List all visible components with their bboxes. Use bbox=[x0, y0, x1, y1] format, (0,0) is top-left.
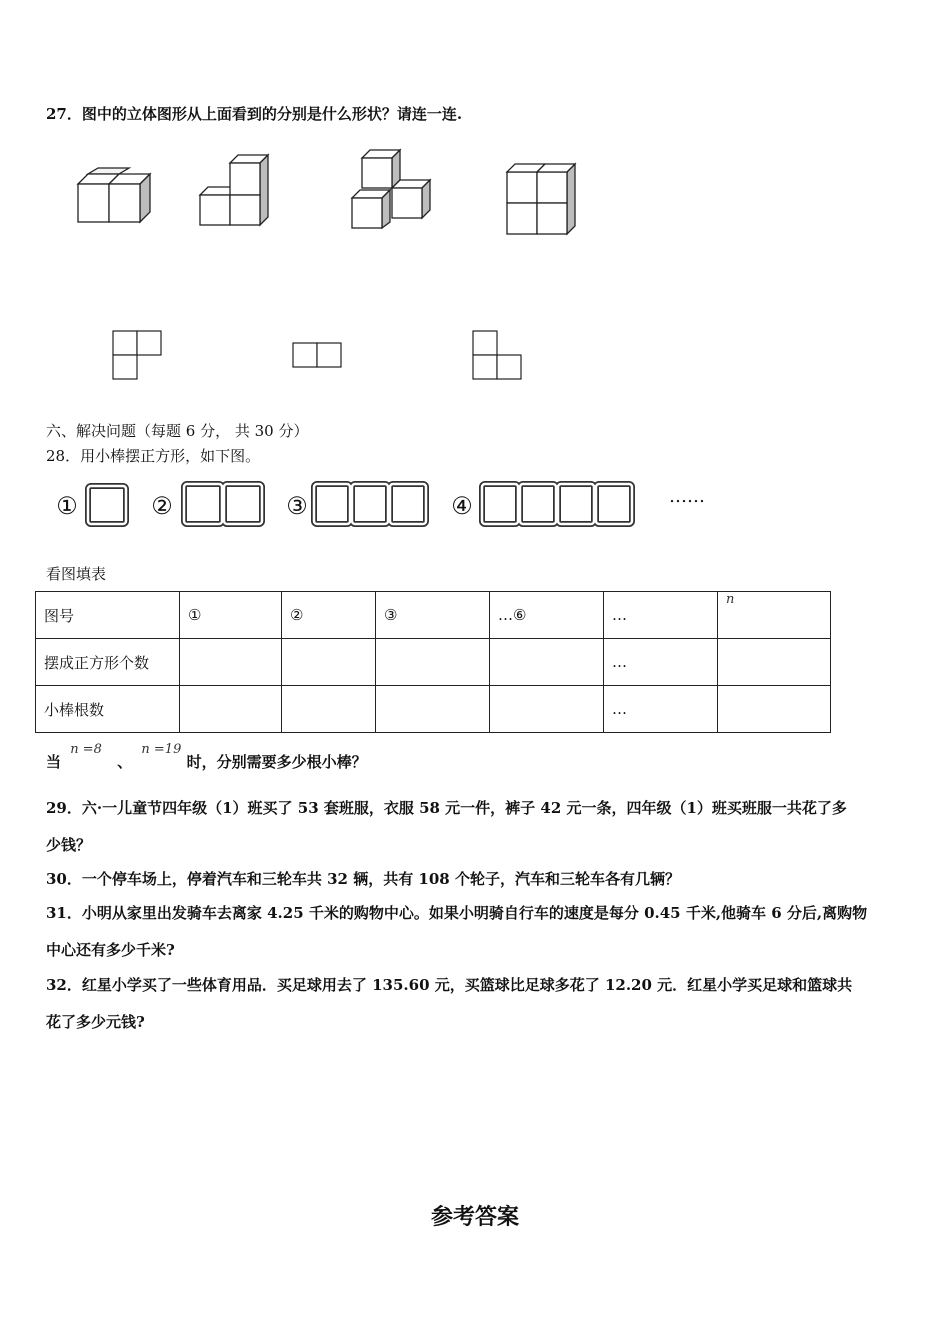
cube-figure-2 bbox=[192, 153, 282, 233]
figure-label-4: ④ bbox=[451, 492, 473, 520]
followup-suffix: 时，分别需要多少根小棒？ bbox=[186, 753, 367, 771]
stick-squares-figure bbox=[52, 478, 722, 534]
table-cell[interactable] bbox=[376, 686, 490, 733]
question-32-line-2: 花了多少元钱? bbox=[46, 1013, 145, 1031]
top-view-shape-3 bbox=[470, 328, 526, 384]
figure-label-1: ① bbox=[56, 492, 78, 520]
table-header-cell: ③ bbox=[376, 592, 490, 639]
table-row bbox=[36, 639, 831, 686]
table-cell[interactable] bbox=[490, 686, 604, 733]
question-28-followup bbox=[46, 742, 367, 772]
table-cell[interactable] bbox=[282, 686, 376, 733]
n-value-1: n =8 bbox=[70, 742, 102, 757]
table-cell[interactable] bbox=[376, 639, 490, 686]
table-cell[interactable] bbox=[282, 639, 376, 686]
table-cell: … bbox=[604, 639, 718, 686]
table-header-cell: n bbox=[718, 592, 831, 639]
figure-label-2: ② bbox=[151, 492, 173, 520]
figure-ellipsis: …… bbox=[669, 486, 705, 507]
table-cell[interactable] bbox=[180, 639, 282, 686]
row-label: 摆成正方形个数 bbox=[36, 639, 180, 686]
question-28: 28．用小棒摆正方形，如下图。 bbox=[46, 447, 261, 465]
question-29-line-2: 少钱？ bbox=[46, 836, 92, 854]
table-header-cell: ① bbox=[180, 592, 282, 639]
question-30: 30．一个停车场上，停着汽车和三轮车共 32 辆，共有 108 个轮子，汽车和三轮车各有几辆？ bbox=[46, 870, 680, 888]
table-header-cell: 图号 bbox=[36, 592, 180, 639]
table-header-row bbox=[36, 592, 831, 639]
table-header-cell: …⑥ bbox=[490, 592, 604, 639]
table-cell[interactable] bbox=[718, 686, 831, 733]
table-cell: … bbox=[604, 686, 718, 733]
followup-prefix: 当 bbox=[46, 753, 62, 771]
table-row bbox=[36, 686, 831, 733]
row-label: 小棒根数 bbox=[36, 686, 180, 733]
top-view-shape-1 bbox=[110, 328, 166, 384]
cube-figure-1 bbox=[70, 168, 160, 228]
table-cell[interactable] bbox=[490, 639, 604, 686]
table-cell[interactable] bbox=[718, 639, 831, 686]
question-29-line-1: 29．六·一儿童节四年级（1）班买了 53 套班服，衣服 58 元一件，裤子 42 元一条，四年级（1）班买班服一共花了多 bbox=[46, 799, 847, 817]
cube-figure-3 bbox=[344, 146, 439, 236]
question-31-line-1: 31．小明从家里出发骑车去离家 4.25 千米的购物中心。如果小明骑自行车的速度是每分 0.45 千米,他骑车 6 分后,离购物 bbox=[46, 904, 868, 922]
n-value-2: n =19 bbox=[141, 742, 182, 757]
cube-figure-4 bbox=[500, 160, 585, 240]
question-31-line-2: 中心还有多少千米? bbox=[46, 941, 175, 959]
table-header-cell: ② bbox=[282, 592, 376, 639]
figure-label-3: ③ bbox=[286, 492, 308, 520]
answer-heading: 参考答案 bbox=[430, 1205, 519, 1230]
question-32-line-1: 32．红星小学买了一些体育用品．买足球用去了 135.60 元，买篮球比足球多花了 12.20 元．红星小学买足球和篮球共 bbox=[46, 976, 853, 994]
question-27: 27．图中的立体图形从上面看到的分别是什么形状？请连一连. bbox=[46, 105, 463, 123]
table-caption: 看图填表 bbox=[46, 565, 107, 583]
top-view-shape-2 bbox=[290, 340, 346, 372]
fill-in-table bbox=[35, 591, 831, 733]
followup-separator: 、 bbox=[117, 753, 133, 771]
table-cell[interactable] bbox=[180, 686, 282, 733]
table-header-cell: … bbox=[604, 592, 718, 639]
section-heading: 六、解决问题（每题 6 分， 共 30 分） bbox=[46, 422, 309, 440]
